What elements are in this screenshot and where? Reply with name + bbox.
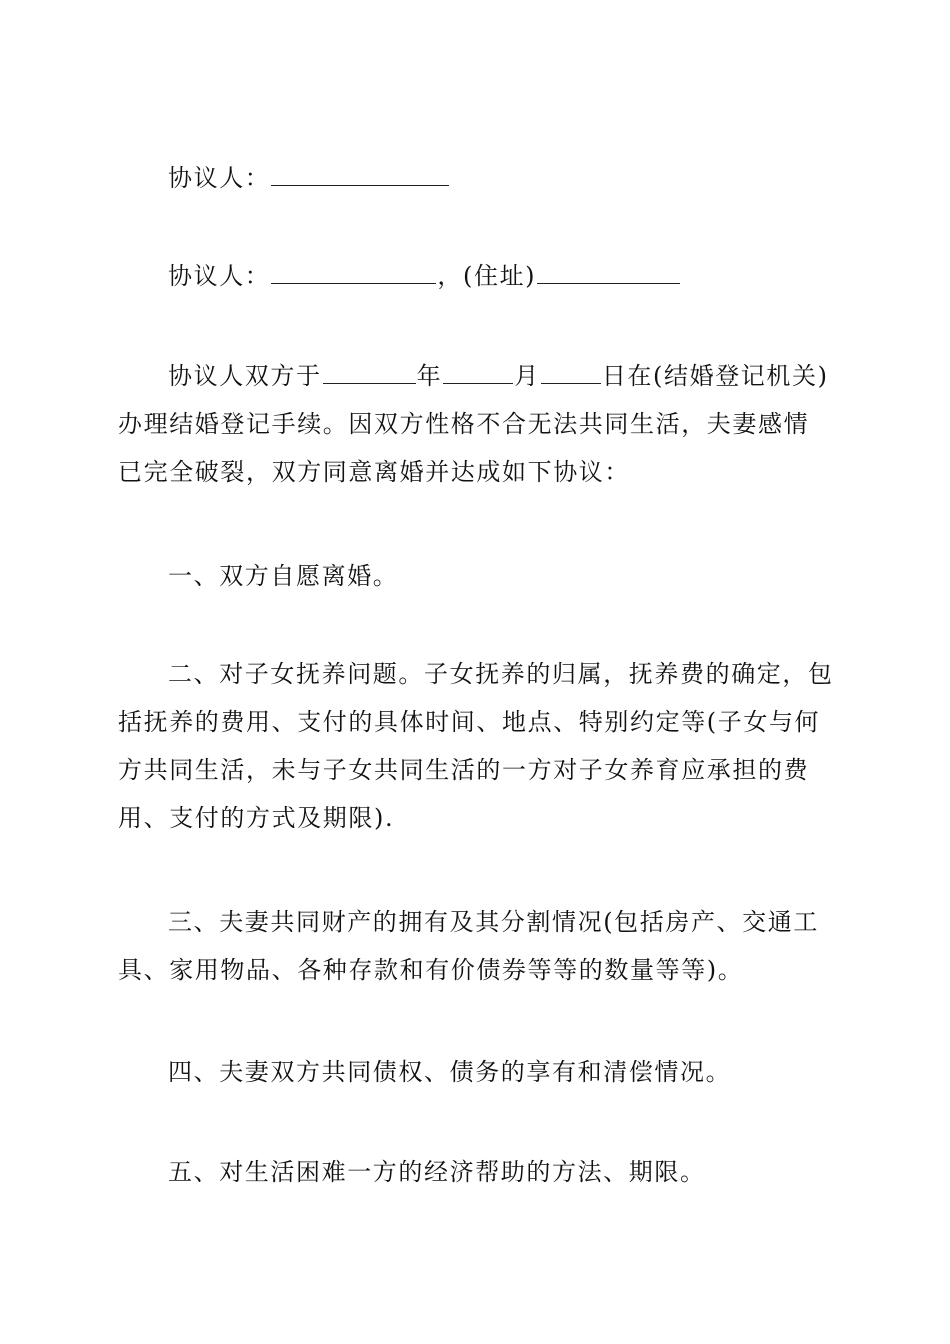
year-blank	[323, 361, 416, 384]
party1-name-blank	[271, 163, 449, 186]
party2-line	[168, 252, 681, 300]
party1-line	[168, 154, 450, 202]
clause-1: 一、双方自愿离婚。	[168, 562, 399, 590]
address-blank	[537, 261, 680, 284]
day-blank	[541, 361, 601, 384]
party1-label: 协议人：	[168, 164, 271, 192]
clause-5: 五、对生活困难一方的经济帮助的方法、期限。	[168, 1158, 706, 1186]
intro-month: 月	[514, 362, 540, 390]
party2-label: 协议人：	[168, 262, 271, 290]
address-label: (住址)	[463, 262, 537, 290]
clause-2: 二、对子女抚养问题。子女抚养的归属，抚养费的确定，包括抚养的费用、支付的具体时间、地点、特别约定等(子女与何方共同生活，未与子女共同生活的一方对子女养育应承担的费用、支付的方式及期限).	[118, 660, 834, 832]
clause-4: 四、夫妻双方共同债权、债务的享有和清偿情况。	[168, 1058, 732, 1086]
party2-name-blank	[271, 261, 436, 284]
month-blank	[443, 361, 513, 384]
intro-body: 日在(结婚登记机关)办理结婚登记手续。因双方性格不合无法共同生活，夫妻感情已完全破裂，双方同意离婚并达成如下协议：	[118, 362, 829, 486]
clause-3: 三、夫妻共同财产的拥有及其分割情况(包括房产、交通工具、家用物品、各种存款和有价债券等等的数量等等)。	[118, 908, 819, 984]
intro-paragraph	[118, 352, 834, 496]
party2-separator: ，	[437, 262, 464, 290]
intro-prefix: 协议人双方于	[168, 362, 322, 390]
intro-year: 年	[416, 362, 443, 390]
